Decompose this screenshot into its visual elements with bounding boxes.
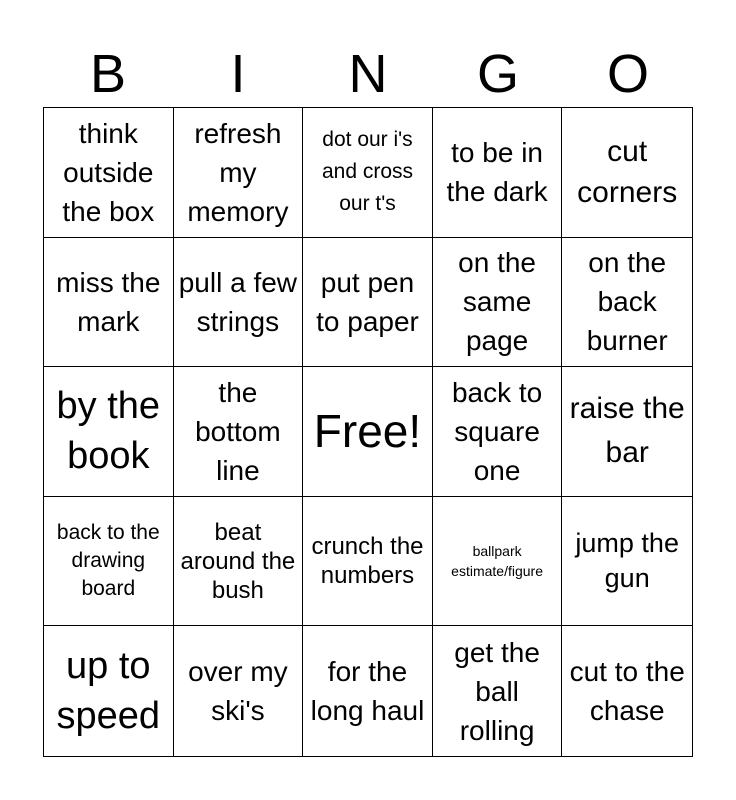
bingo-cell[interactable]: [303, 497, 433, 627]
bingo-grid: [43, 107, 693, 757]
bingo-cell[interactable]: [44, 108, 174, 238]
cell-text: get the ball rolling: [454, 636, 540, 746]
header-letter-g: G: [476, 44, 519, 104]
bingo-cell[interactable]: [44, 497, 174, 627]
cell-text: cut corners: [577, 135, 678, 210]
cell-text: to be in the dark: [446, 137, 548, 208]
bingo-cell[interactable]: [562, 626, 692, 756]
bingo-cell[interactable]: [562, 367, 692, 497]
header-letter-o: O: [606, 44, 649, 104]
bingo-cell[interactable]: [562, 108, 692, 238]
cell-text: dot our i's and cross our t's: [321, 128, 414, 216]
cell-text: crunch the numbers: [311, 533, 424, 590]
cell-text: refresh my memory: [187, 117, 289, 227]
cell-text: by the book: [56, 385, 161, 478]
bingo-cell[interactable]: [44, 238, 174, 368]
bingo-cell[interactable]: [303, 238, 433, 368]
bingo-cell[interactable]: [562, 497, 692, 627]
cell-text: cut to the chase: [569, 656, 685, 727]
bingo-cell[interactable]: [433, 367, 563, 497]
cell-text: raise the bar: [569, 392, 685, 470]
cell-text: over my ski's: [188, 656, 288, 727]
cell-text: beat around the bush: [180, 518, 296, 604]
cell-text: for the long haul: [310, 656, 425, 727]
bingo-cell[interactable]: [303, 626, 433, 756]
bingo-cell[interactable]: [174, 497, 304, 627]
header-letter-i: I: [230, 44, 246, 104]
bingo-cell[interactable]: [433, 108, 563, 238]
cell-text: pull a few strings: [178, 266, 298, 337]
cell-text: back to square one: [451, 376, 543, 486]
cell-text: on the back burner: [586, 247, 668, 357]
cell-text: the bottom line: [195, 376, 281, 486]
bingo-cell[interactable]: [433, 497, 563, 627]
bingo-cell[interactable]: [562, 238, 692, 368]
cell-text: on the same page: [458, 247, 537, 357]
cell-text: ballpark estimate/figure: [451, 543, 543, 580]
bingo-cell[interactable]: [174, 367, 304, 497]
free-space-text: Free!: [313, 405, 422, 458]
cell-text: back to the drawing board: [56, 521, 160, 601]
cell-text: miss the mark: [56, 266, 161, 337]
cell-text: think outside the box: [62, 117, 155, 227]
cell-text: put pen to paper: [316, 266, 419, 337]
bingo-cell[interactable]: [44, 367, 174, 497]
cell-text: up to speed: [56, 645, 161, 738]
bingo-cell[interactable]: [433, 626, 563, 756]
bingo-cell[interactable]: [44, 626, 174, 756]
bingo-cell[interactable]: [433, 238, 563, 368]
bingo-header: [43, 40, 693, 108]
bingo-cell[interactable]: [303, 108, 433, 238]
bingo-cell[interactable]: [174, 238, 304, 368]
header-letter-b: B: [89, 44, 127, 104]
bingo-cell[interactable]: [174, 108, 304, 238]
bingo-cell[interactable]: [174, 626, 304, 756]
cell-text: jump the gun: [575, 528, 679, 594]
free-cell[interactable]: [303, 367, 433, 497]
header-letter-n: N: [348, 44, 388, 104]
